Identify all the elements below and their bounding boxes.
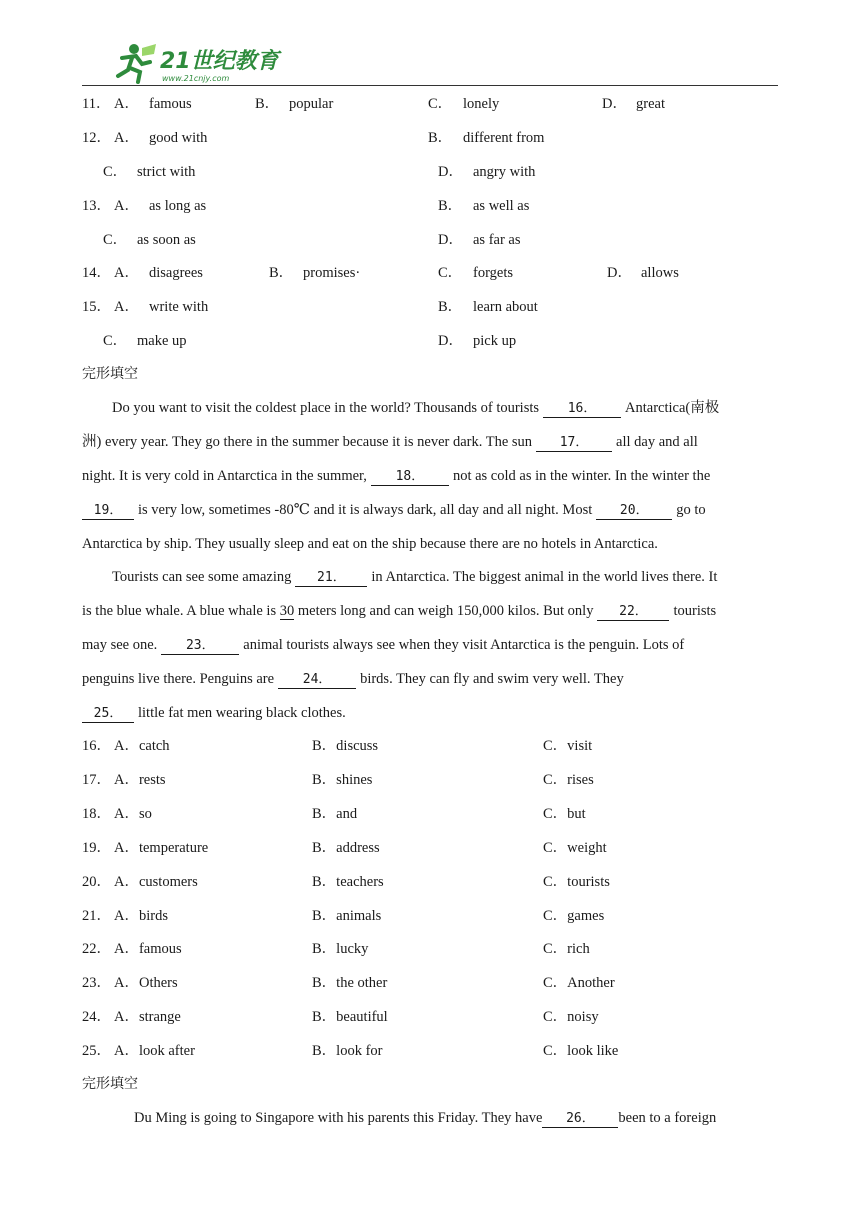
option-b: B．look for	[312, 1043, 383, 1060]
question-number: 25．	[82, 1043, 111, 1060]
blank-19[interactable]: 19．	[82, 503, 134, 520]
question-number: 19．	[82, 839, 111, 856]
option-b: B．beautiful	[312, 1009, 388, 1026]
blank-20[interactable]: 20．	[596, 503, 672, 520]
question-15-line-2: C． make up D． pick up	[103, 333, 517, 349]
option-c: C．rises	[543, 771, 594, 788]
option-a: A．Others	[114, 975, 178, 992]
passage-line-5: Antarctica by ship. They usually sleep and eat on the ship because there are no hotels in Antarctica.	[82, 536, 658, 552]
question-number: 23．	[82, 975, 111, 992]
option-c: C．Another	[543, 975, 615, 992]
option-c: C．rich	[543, 941, 590, 958]
option-b: B．address	[312, 839, 380, 856]
question-option-row	[82, 973, 782, 993]
question-12-line-1: 12． A． good with B． different from	[82, 130, 545, 146]
passage-line-7: is the blue whale. A blue whale is 30 meters long and can weigh 150,000 kilos. But only 22． tourists	[82, 603, 717, 619]
question-number: 17．	[82, 771, 111, 788]
question-13-line-1: 13． A． as long as B． as well as	[82, 198, 530, 214]
question-number: 18．	[82, 805, 111, 822]
option-b: B．shines	[312, 771, 373, 788]
option-a: A．temperature	[114, 839, 209, 856]
svg-text:www.21cnjy.com: www.21cnjy.com	[162, 74, 230, 83]
question-option-row	[82, 838, 782, 858]
option-a: A．rests	[114, 771, 166, 788]
passage-line-8: may see one. 23． animal tourists always see when they visit Antarctica is the penguin. Lots of	[82, 637, 685, 653]
passage-line-10: 25． little fat men wearing black clothes.	[82, 703, 782, 723]
section-title-cloze: 完形填空	[82, 366, 138, 382]
option-b: B．animals	[312, 907, 382, 924]
option-b: B．discuss	[312, 738, 379, 754]
question-option-row	[82, 906, 782, 926]
question-14: 14． A． disagrees B． promises· C． forgets D． allows	[82, 265, 679, 281]
passage-line-2: 洲) every year. They go there in the summer because it is never dark. The sun 17． all day and all	[82, 434, 698, 450]
question-option-row	[82, 1007, 782, 1027]
option-c: C．noisy	[543, 1009, 599, 1026]
blank-18[interactable]: 18．	[371, 469, 449, 486]
svg-text:21世纪教育: 21世纪教育	[160, 49, 279, 74]
option-c: C．but	[543, 805, 586, 822]
option-a: A．strange	[114, 1009, 181, 1026]
option-c: C．games	[543, 907, 605, 924]
passage-line-4: 19． is very low, sometimes -80℃ and it is always dark, all day and all night. Most 20． go to	[82, 500, 782, 520]
option-a: A．look after	[114, 1043, 195, 1060]
question-option-row	[82, 939, 782, 959]
option-a: A．birds	[114, 907, 168, 924]
question-12-line-2: C． strict with D． angry with	[103, 164, 536, 180]
page-header	[82, 40, 778, 86]
option-a: A．so	[114, 805, 152, 822]
passage-line-6: Tourists can see some amazing 21． in Antarctica. The biggest animal in the world lives there. It	[112, 569, 718, 585]
blank-23[interactable]: 23．	[161, 638, 239, 655]
question-number: 24．	[82, 1009, 111, 1026]
blank-21[interactable]: 21．	[295, 570, 367, 587]
blank-24[interactable]: 24．	[278, 672, 356, 689]
option-b: B．and	[312, 805, 358, 822]
question-number: 20．	[82, 873, 111, 890]
option-c: C．tourists	[543, 873, 610, 890]
question-option-row	[82, 1041, 782, 1061]
option-b: B．the other	[312, 975, 388, 992]
header-divider	[82, 85, 778, 86]
question-15-line-1: 15． A． write with B． learn about	[82, 299, 538, 315]
question-number: 16．	[82, 738, 111, 754]
blank-22[interactable]: 22．	[597, 604, 669, 621]
blank-25[interactable]: 25．	[82, 706, 134, 723]
option-c: C．weight	[543, 839, 607, 856]
passage2-line-1: Du Ming is going to Singapore with his parents this Friday. They have 26． been to a foreign	[134, 1110, 717, 1126]
option-c: C．look like	[543, 1043, 619, 1060]
passage-line-1: Do you want to visit the coldest place in the world? Thousands of tourists 16． Antarctica(南极	[112, 400, 720, 416]
section-title-cloze-2: 完形填空	[82, 1076, 138, 1092]
question-13-line-2: C． as soon as D． as far as	[103, 232, 521, 248]
question-number: 22．	[82, 941, 111, 958]
question-option-row	[82, 770, 782, 790]
question-number: 21．	[82, 907, 111, 924]
passage-line-9: penguins live there. Penguins are 24． birds. They can fly and swim very well. They	[82, 671, 624, 687]
option-b: B．teachers	[312, 873, 384, 890]
question-11: 11． A． famous B． popular C． lonely D． great	[82, 96, 665, 112]
question-option-row	[82, 804, 782, 824]
blank-16[interactable]: 16．	[543, 401, 621, 418]
passage-line-3: night. It is very cold in Antarctica in the summer, 18． not as cold as in the winter. In the winter the	[82, 468, 711, 484]
option-a: A．customers	[114, 873, 198, 890]
option-c: C．visit	[543, 738, 593, 754]
option-a: A．famous	[114, 941, 182, 958]
blank-17[interactable]: 17．	[536, 435, 612, 452]
option-b: B．lucky	[312, 941, 369, 958]
option-a: A．catch	[114, 738, 170, 754]
blank-26[interactable]: 26．	[542, 1111, 618, 1128]
question-option-row	[82, 872, 782, 892]
logo-icon	[102, 42, 282, 84]
question-option-row	[82, 736, 782, 756]
